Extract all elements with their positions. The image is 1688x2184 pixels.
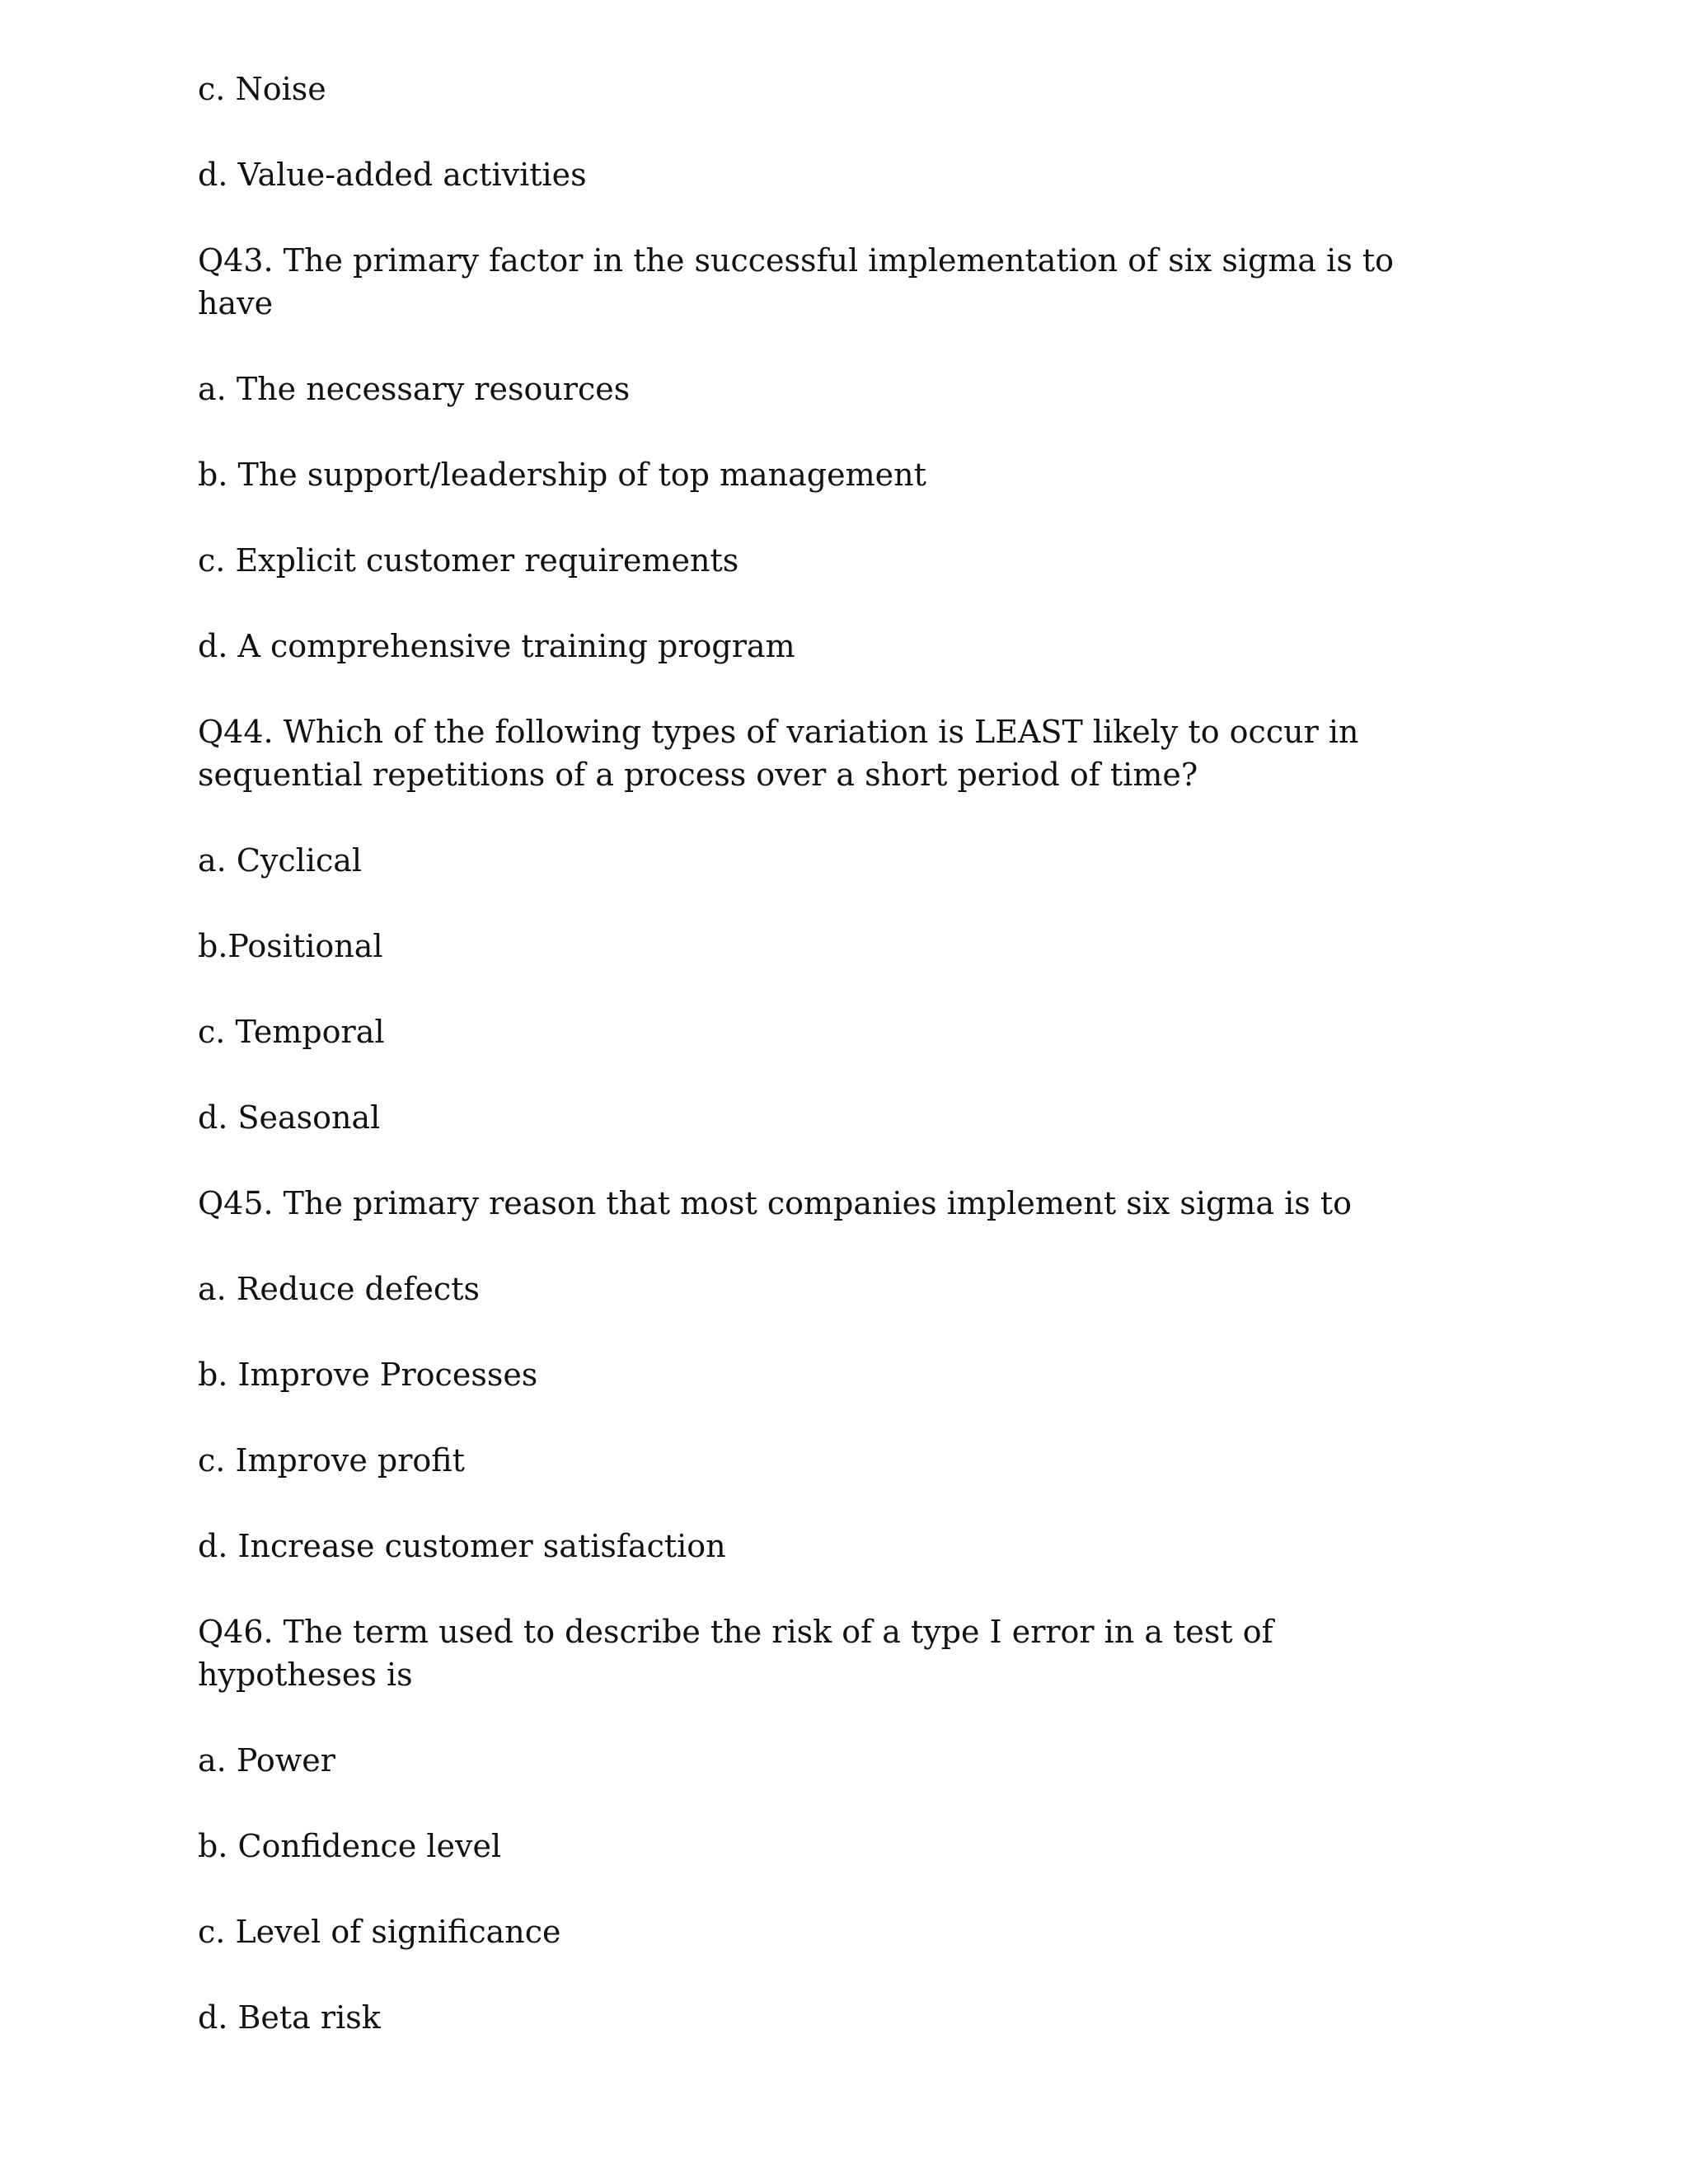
- option-text: c. Level of significance: [198, 1914, 561, 1950]
- option-text: b. Improve Processes: [198, 1357, 538, 1393]
- option-text: d. Increase customer satisfaction: [198, 1528, 726, 1564]
- question-stem: Q44. Which of the following types of variation is LEAST likely to occur in sequential repetitions of a process over a short period of time?: [198, 714, 1369, 793]
- option-text: a. Reduce defects: [198, 1271, 480, 1307]
- question-q46: [198, 1610, 1451, 2039]
- option-text: b.Positional: [198, 928, 383, 964]
- option-text: c. Noise: [198, 71, 326, 107]
- option-text: d. Seasonal: [198, 1099, 381, 1136]
- page-content: [198, 68, 1451, 2082]
- continued-options: [198, 68, 1451, 196]
- option-text: d. Value-added activities: [198, 157, 587, 193]
- option-text: b. The support/leadership of top management: [198, 457, 926, 493]
- option-text: c. Improve profit: [198, 1442, 465, 1479]
- option-text: a. Power: [198, 1742, 335, 1779]
- question-q43: [198, 239, 1451, 668]
- option-text: a. The necessary resources: [198, 371, 631, 407]
- option-text: d. Beta risk: [198, 1999, 381, 2036]
- option-text: d. A comprehensive training program: [198, 628, 795, 664]
- question-stem: Q46. The term used to describe the risk of a type I error in a test of hypotheses is: [198, 1614, 1283, 1693]
- option-text: b. Confidence level: [198, 1828, 502, 1864]
- question-q44: [198, 710, 1451, 1139]
- option-text: a. Cyclical: [198, 842, 363, 879]
- option-text: c. Temporal: [198, 1014, 385, 1050]
- question-stem: Q45. The primary reason that most companies implement six sigma is to: [198, 1185, 1353, 1221]
- question-q45: [198, 1182, 1451, 1568]
- option-text: c. Explicit customer requirements: [198, 542, 739, 579]
- question-stem: Q43. The primary factor in the successful implementation of six sigma is to have: [198, 242, 1404, 321]
